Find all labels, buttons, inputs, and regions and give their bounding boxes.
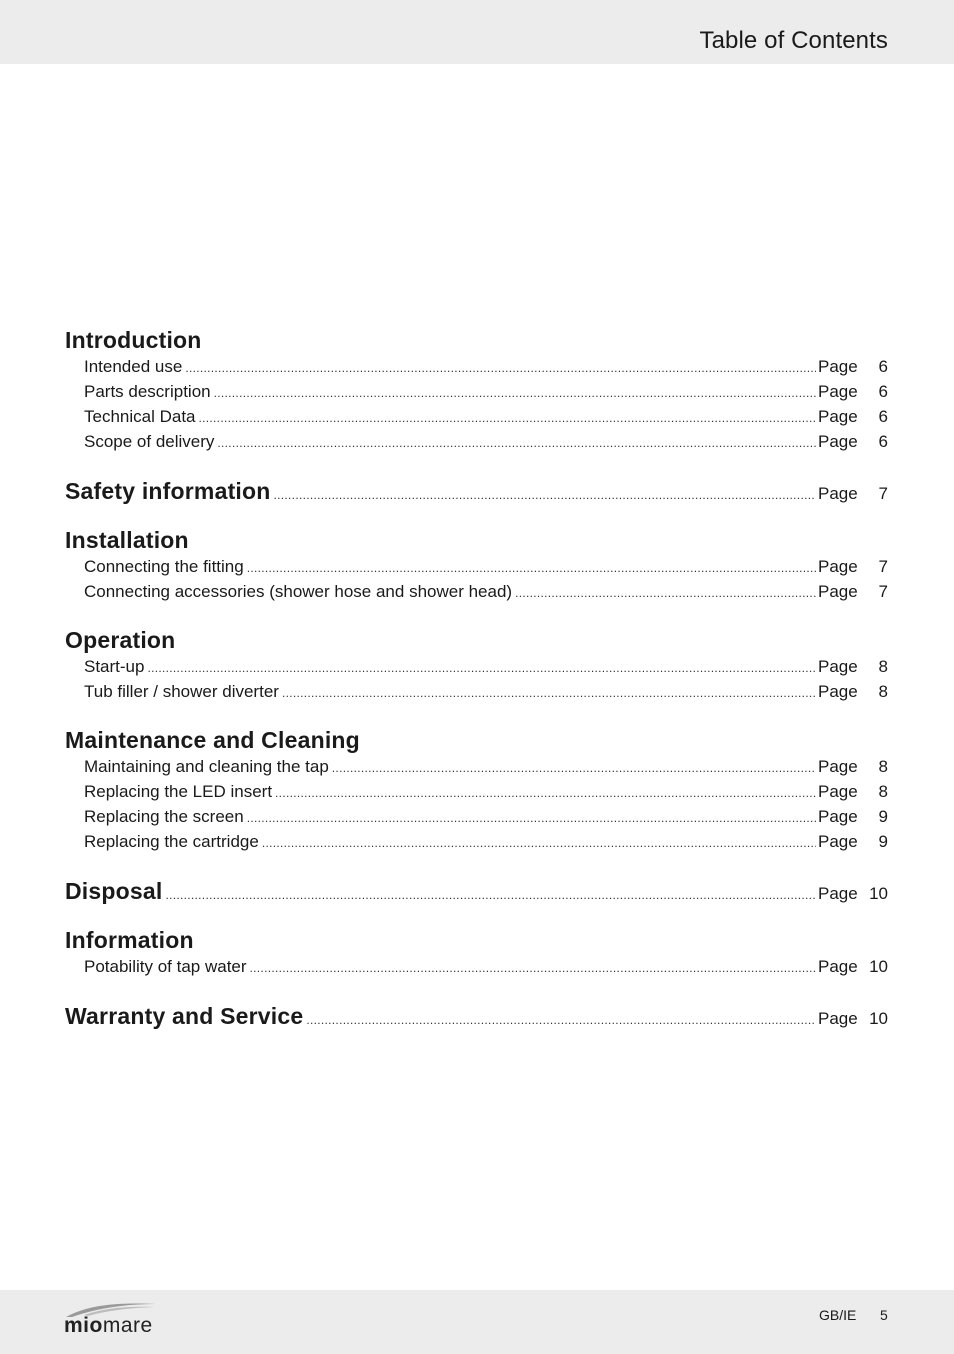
toc-entry[interactable] xyxy=(84,407,888,431)
toc-entry-safety-information[interactable] xyxy=(65,478,888,502)
page-word: Page xyxy=(818,832,858,851)
toc-entry-label: Intended use xyxy=(84,357,183,376)
dot-leader xyxy=(185,361,816,375)
section-title-safety-information: Safety information xyxy=(65,478,271,504)
page-word: Page xyxy=(818,407,858,426)
toc-entry[interactable] xyxy=(84,432,888,456)
toc-entry-label: Connecting the fitting xyxy=(84,557,244,576)
page-number: 9 xyxy=(878,807,888,826)
page-word: Page xyxy=(818,1009,858,1028)
section-title-operation: Operation xyxy=(65,627,176,653)
page-word: Page xyxy=(818,484,858,503)
page-number: 7 xyxy=(878,582,888,601)
page-number: 6 xyxy=(878,382,888,401)
toc-entry[interactable] xyxy=(84,582,888,606)
dot-leader xyxy=(515,586,816,600)
toc-entry-label: Tub filler / shower diverter xyxy=(84,682,279,701)
section-title-disposal: Disposal xyxy=(65,878,163,904)
logo-text-light: mare xyxy=(102,1314,153,1337)
page-number: 10 xyxy=(869,957,888,976)
section-title-information: Information xyxy=(65,927,194,953)
toc-entry-label: Connecting accessories (shower hose and shower head) xyxy=(84,582,513,601)
dot-leader xyxy=(147,661,816,675)
page-number: 8 xyxy=(878,782,888,801)
page-number: 7 xyxy=(878,557,888,576)
page-word: Page xyxy=(818,357,858,376)
page-number: 10 xyxy=(869,884,888,903)
page-number: 9 xyxy=(878,832,888,851)
page-word: Page xyxy=(818,782,858,801)
section-title-maintenance-and-cleaning: Maintenance and Cleaning xyxy=(65,727,360,753)
page-word: Page xyxy=(818,884,858,903)
toc-entry[interactable] xyxy=(84,682,888,706)
dot-leader xyxy=(217,436,816,450)
page-number: 6 xyxy=(878,407,888,426)
toc-entry-label: Parts description xyxy=(84,382,211,401)
dot-leader xyxy=(247,811,816,825)
page-number: 10 xyxy=(869,1009,888,1028)
dot-leader xyxy=(247,561,816,575)
page-word: Page xyxy=(818,957,858,976)
toc-entry-label: Potability of tap water xyxy=(84,957,247,976)
toc-entry[interactable] xyxy=(84,757,888,781)
page-word: Page xyxy=(818,807,858,826)
footer-page-number: 5 xyxy=(880,1307,888,1323)
toc-entry-label: Technical Data xyxy=(84,407,196,426)
page-word: Page xyxy=(818,682,858,701)
toc-entry[interactable] xyxy=(84,657,888,681)
dot-leader xyxy=(214,386,816,400)
page-number: 8 xyxy=(878,657,888,676)
toc-entry-disposal[interactable] xyxy=(65,878,888,902)
toc-entry-label: Scope of delivery xyxy=(84,432,215,451)
toc-entry-warranty-and-service[interactable] xyxy=(65,1003,888,1027)
toc-entry-label: Replacing the screen xyxy=(84,807,244,826)
dot-leader xyxy=(262,836,816,850)
page-number: 8 xyxy=(878,757,888,776)
page-word: Page xyxy=(818,582,858,601)
dot-leader xyxy=(199,411,816,425)
page-number: 6 xyxy=(878,357,888,376)
toc-entry-label: Replacing the LED insert xyxy=(84,782,273,801)
page-number: 7 xyxy=(878,484,888,503)
section-title-warranty-and-service: Warranty and Service xyxy=(65,1003,304,1029)
section-title-installation: Installation xyxy=(65,527,189,553)
page-number: 8 xyxy=(878,682,888,701)
toc-entry[interactable] xyxy=(84,557,888,581)
page-word: Page xyxy=(818,557,858,576)
dot-leader xyxy=(306,1013,816,1027)
dot-leader xyxy=(332,761,816,775)
dot-leader xyxy=(274,488,816,502)
toc-entry[interactable] xyxy=(84,807,888,831)
page-word: Page xyxy=(818,382,858,401)
dot-leader xyxy=(250,961,816,975)
toc-entry[interactable] xyxy=(84,957,888,981)
dot-leader xyxy=(282,686,816,700)
language-code: GB/IE xyxy=(819,1307,857,1323)
page-word: Page xyxy=(818,432,858,451)
page-word: Page xyxy=(818,657,858,676)
toc-entry[interactable] xyxy=(84,832,888,856)
toc-entry-label: Replacing the cartridge xyxy=(84,832,259,851)
page-title: Table of Contents xyxy=(699,27,888,54)
page-number: 6 xyxy=(878,432,888,451)
toc-entry-label: Maintaining and cleaning the tap xyxy=(84,757,329,776)
section-title-introduction: Introduction xyxy=(65,327,202,353)
dot-leader xyxy=(275,786,816,800)
toc-entry[interactable] xyxy=(84,382,888,406)
miomare-logo xyxy=(64,1298,164,1344)
toc-entry[interactable] xyxy=(84,357,888,381)
page-footer xyxy=(0,1290,954,1354)
toc-entry[interactable] xyxy=(84,782,888,806)
toc-entry-label: Start-up xyxy=(84,657,145,676)
dot-leader xyxy=(165,888,816,902)
logo-text-bold: mio xyxy=(64,1314,103,1337)
page-word: Page xyxy=(818,757,858,776)
